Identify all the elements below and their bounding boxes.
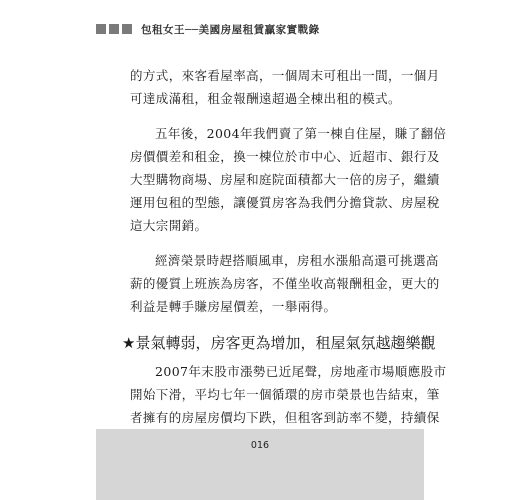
section-heading: ★景氣轉弱，房客更為增加，租屋氣氛越趨樂觀 (122, 334, 436, 352)
text-line: 運用包租的型態，讓優質房客為我們分擔貸款、房屋稅 (130, 195, 440, 210)
text-line: 利益是轉手賺房屋價差，一舉兩得。 (130, 299, 337, 314)
text-line: 房價價差和租金，換一棟位於市中心、近超市、銀行及 (130, 149, 440, 164)
text-line: 者擁有的房屋房價均下跌，但租客到訪率不變，持續保 (130, 410, 440, 425)
text-line: 可達成滿租，租金報酬遠超過全棟出租的模式。 (130, 91, 401, 106)
page-number: 016 (250, 440, 270, 451)
paragraph (130, 249, 440, 318)
text-line: 薪的優質上班族為房客，不僅坐收高報酬租金，更大的 (130, 276, 440, 291)
page-body (122, 64, 447, 464)
text-line: 五年後，2004年我們賣了第一棟自住屋，賺了翻倍 (155, 126, 447, 141)
text-line: 這大宗開銷。 (130, 218, 208, 233)
text-line: 經濟榮景時趕搭順風車，房租水漲船高還可挑選高 (155, 253, 439, 268)
text-line: 的方式，來客看屋率高，一個周末可租出一間，一個月 (130, 68, 440, 83)
text-line: 大型購物商場、房屋和庭院面積都大一倍的房子，繼續 (130, 172, 440, 187)
paragraph (130, 64, 440, 110)
text-line: 開始下滑，平均七年一個循環的房市榮景也告結束，筆 (130, 387, 440, 402)
header-square-icon (122, 24, 132, 34)
header-square-icon (96, 24, 106, 34)
text-line: 2007年末股市漲勢已近尾聲，房地產市場順應股市 (155, 364, 447, 379)
paragraph (130, 122, 447, 237)
book-title: 包租女王──美國房屋租賃贏家實戰錄 (141, 23, 320, 36)
running-header (96, 22, 320, 36)
footer-bar (96, 429, 424, 500)
paragraphs-top (130, 64, 447, 318)
header-square-icon (109, 24, 119, 34)
